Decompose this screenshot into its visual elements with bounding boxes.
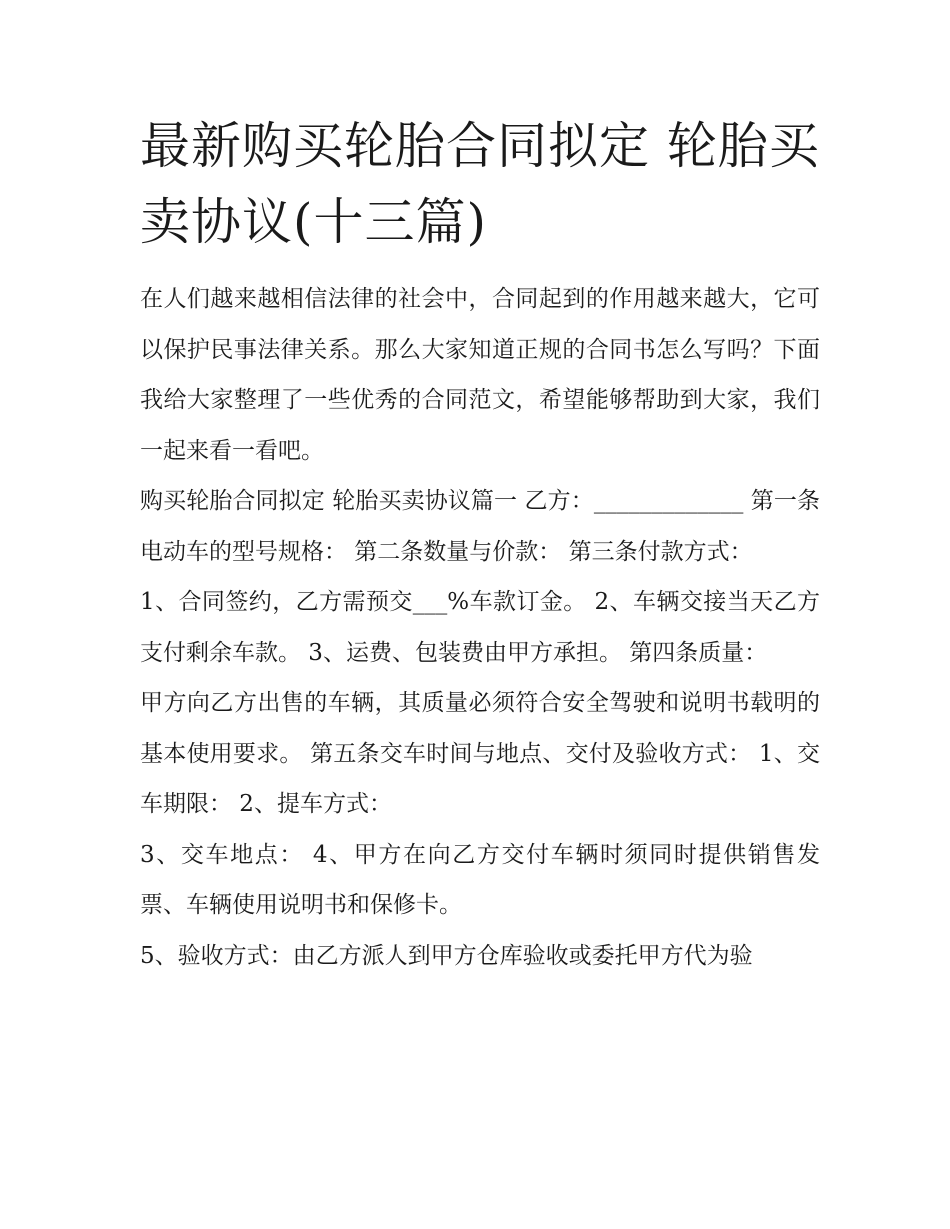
contract-paragraph-3: 甲方向乙方出售的车辆，其质量必须符合安全驾驶和说明书载明的基本使用要求。 第五条交车时间与地点、交付及验收方式： 1、交车期限： 2、提车方式： xyxy=(140,690,820,817)
document-body xyxy=(140,108,820,981)
intro-paragraph: 在人们越来越相信法律的社会中，合同起到的作用越来越大，它可以保护民事法律关系。那么大家知道正规的合同书怎么写吗？下面我给大家整理了一些优秀的合同范文，希望能够帮助到大家，我们一起来看一看吧。 xyxy=(140,286,820,464)
contract-paragraph-1: 购买轮胎合同拟定 轮胎买卖协议篇一 乙方：_____________ 第一条电动车的型号规格： 第二条数量与价款： 第三条付款方式： xyxy=(140,488,820,565)
contract-paragraph-5: 5、验收方式：由乙方派人到甲方仓库验收或委托甲方代为验 xyxy=(140,942,753,969)
contract-paragraph-4: 3、交车地点： 4、甲方在向乙方交付车辆时须同时提供销售发票、车辆使用说明书和保修卡。 xyxy=(140,841,820,918)
document-title: 最新购买轮胎合同拟定 轮胎买卖协议(十三篇) xyxy=(140,117,820,251)
contract-paragraph-2: 1、合同签约，乙方需预交___%车款订金。 2、车辆交接当天乙方支付剩余车款。 3、运费、包装费由甲方承担。 第四条质量： xyxy=(140,589,820,666)
